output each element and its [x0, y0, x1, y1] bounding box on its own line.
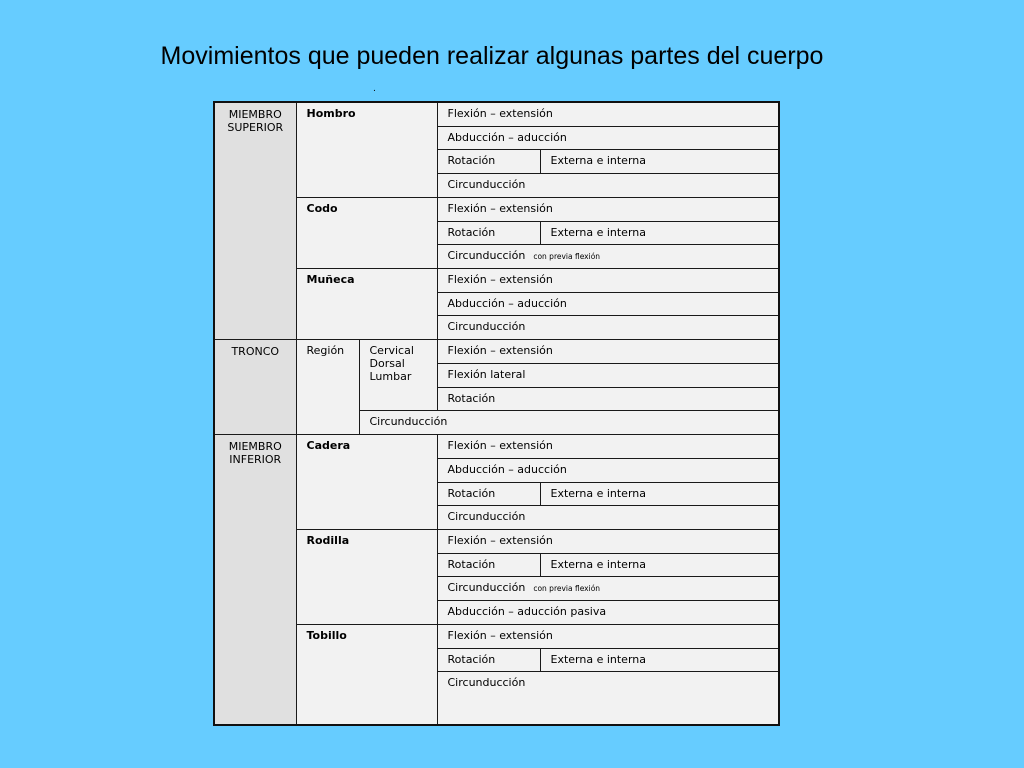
- movement-cell: Rotación: [437, 221, 540, 245]
- movement-cell: [437, 245, 779, 269]
- movement-cell: Abducción – aducción: [437, 292, 779, 316]
- movement-cell: Circunducción: [437, 506, 779, 530]
- part-cadera: Cadera: [296, 435, 437, 530]
- movement-cell: Flexión – extensión: [437, 197, 779, 221]
- group-tronco: TRONCO: [214, 340, 296, 435]
- movement-cell: Circunducción: [437, 316, 779, 340]
- movement-note: con previa flexión: [533, 252, 601, 262]
- part-region: Región: [296, 340, 359, 435]
- part-hombro: Hombro: [296, 102, 437, 197]
- part-codo: Codo: [296, 197, 437, 268]
- movement-cell: Flexión – extensión: [437, 624, 779, 648]
- movement-cell: Flexión – extensión: [437, 529, 779, 553]
- part-rodilla: Rodilla: [296, 529, 437, 624]
- movement-detail: Externa e interna: [540, 482, 779, 506]
- movement-cell: Circunducción: [437, 174, 779, 198]
- movement-text: Circunducción: [447, 581, 526, 595]
- table-row: [214, 102, 779, 126]
- movement-cell: Abducción – aducción pasiva: [437, 601, 779, 625]
- movement-cell: Circunducción: [359, 411, 779, 435]
- movement-cell: Rotación: [437, 553, 540, 577]
- movement-detail: Externa e interna: [540, 221, 779, 245]
- table-row: [214, 624, 779, 648]
- movement-cell: Circunducción: [437, 672, 779, 725]
- movement-cell: Flexión lateral: [437, 363, 779, 387]
- part-tobillo: Tobillo: [296, 624, 437, 725]
- movement-detail: Externa e interna: [540, 648, 779, 672]
- slide-title: Movimientos que pueden realizar algunas partes del cuerpo: [160, 42, 824, 70]
- region-subdivisions: Cervical Dorsal Lumbar: [359, 340, 437, 411]
- table-row: [214, 435, 779, 459]
- group-miembro-inferior: MIEMBRO INFERIOR: [214, 435, 296, 725]
- movement-note: con previa flexión: [533, 584, 601, 594]
- movement-cell: Flexión – extensión: [437, 269, 779, 293]
- movement-cell: Rotación: [437, 387, 779, 411]
- movement-cell: Abducción – aducción: [437, 126, 779, 150]
- movement-cell: Rotación: [437, 150, 540, 174]
- movement-cell: Abducción – aducción: [437, 458, 779, 482]
- movement-cell: Flexión – extensión: [437, 102, 779, 126]
- movement-cell: Flexión – extensión: [437, 340, 779, 364]
- table-row: [214, 340, 779, 364]
- movements-table: [213, 101, 780, 726]
- movement-detail: Externa e interna: [540, 150, 779, 174]
- movement-cell: Rotación: [437, 648, 540, 672]
- table-row: [214, 197, 779, 221]
- table-row: [214, 529, 779, 553]
- movement-cell: Flexión – extensión: [437, 435, 779, 459]
- table-row: [214, 269, 779, 293]
- group-miembro-superior: MIEMBRO SUPERIOR: [214, 102, 296, 340]
- movement-cell: [437, 577, 779, 601]
- decorative-dot: .: [373, 84, 376, 94]
- movement-text: Circunducción: [447, 249, 526, 263]
- movement-cell: Rotación: [437, 482, 540, 506]
- part-muneca: Muñeca: [296, 269, 437, 340]
- movement-detail: Externa e interna: [540, 553, 779, 577]
